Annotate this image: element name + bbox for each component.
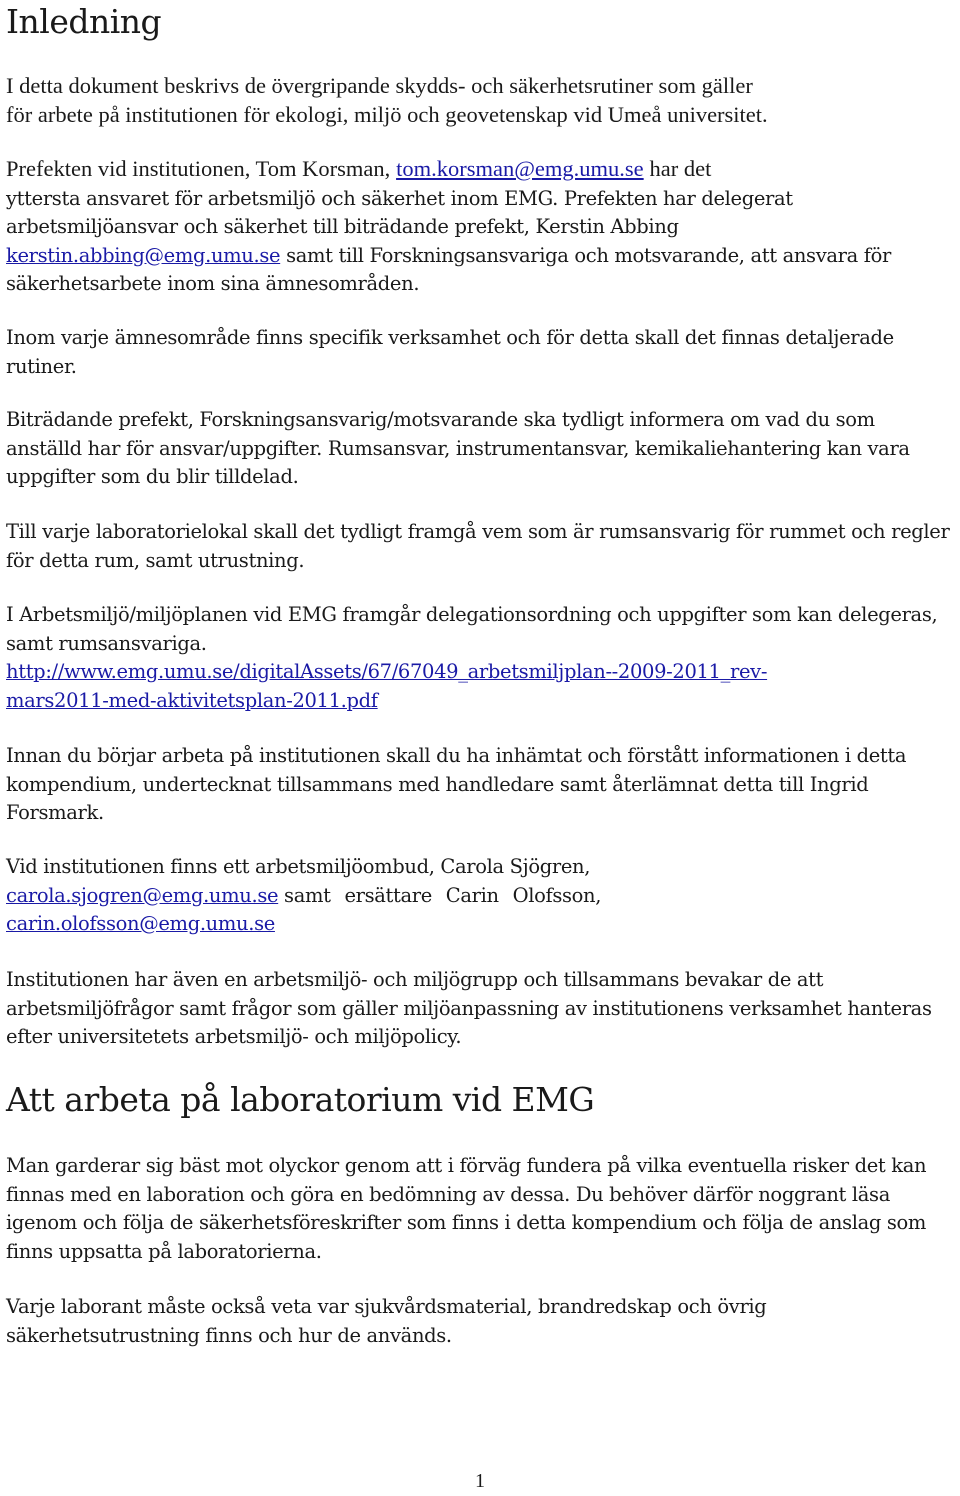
link-arbetsmiljoplan-line1: http://www.emg.umu.se/digitalAssets/67/67049_arbetsmiljplan--2009-2011_rev-	[6, 660, 768, 683]
paragraph-innan-du-borjar: Innan du börjar arbeta på institutionen skall du ha inhämtat och förstått informationen i detta kompendium, undertecknat tillsammans med handledare samt återlämnat detta till Ingrid Forsmark.	[6, 744, 907, 824]
paragraph-arbetsmiljoombud	[6, 853, 956, 939]
heading-att-arbeta-pa-laboratorium: Att arbeta på laboratorium vid EMG	[6, 1080, 595, 1119]
prefekt-text-5: samt till Forskningsansvariga och motsvarande, att ansvara för säkerhetsarbete inom sina ämnesområden.	[6, 243, 891, 295]
heading-inledning: Inledning	[6, 2, 162, 41]
paragraph-sakerhetsutrustning: Varje laborant måste också veta var sjukvårdsmaterial, brandredskap och övrig säkerhetsutrustning finns och hur de används.	[6, 1295, 767, 1347]
page-number: 1	[475, 1470, 485, 1492]
arbetsmiljoplan-text: I Arbetsmiljö/miljöplanen vid EMG framgår delegationsordning och uppgifter som kan delegeras, samt rumsansvariga.	[6, 603, 938, 655]
prefekt-text-2: har det	[649, 156, 712, 181]
prefekt-text-4: Prefekten har delegerat arbetsmiljöansvar och säkerhet till biträdande prefekt, Kerstin Abbing	[6, 186, 793, 238]
email-link-carin-olofsson[interactable]: carin.olofsson@emg.umu.se	[6, 912, 275, 935]
link-arbetsmiljoplan-line2: mars2011-med-aktivitetsplan-2011.pdf	[6, 688, 378, 712]
ombud-text-1: Vid institutionen finns ett arbetsmiljöombud, Carola Sjögren,	[6, 855, 591, 878]
email-link-kerstin-abbing[interactable]: kerstin.abbing@emg.umu.se	[6, 243, 281, 267]
paragraph-bitradande	[6, 406, 956, 492]
prefekt-text-1: Prefekten vid institutionen, Tom Korsman,	[6, 156, 391, 181]
prefekt-text-3: yttersta ansvaret för arbetsmiljö och säkerhet inom EMG.	[6, 186, 558, 210]
bitradande-text-2: Rumsansvar, instrumentansvar, kemikaliehantering kan vara uppgifter som du blir tilldelad.	[6, 436, 910, 488]
paragraph-intro-line1: I detta dokument beskrivs de övergripande skydds- och säkerhetsrutiner som gäller	[6, 73, 753, 98]
paragraph-arbetsmiljoplan	[6, 601, 956, 715]
email-link-carola-sjogren[interactable]: carola.sjogren@emg.umu.se	[6, 883, 279, 907]
paragraph-intro	[6, 72, 956, 129]
paragraph-laboratorielokal: Till varje laboratorielokal skall det tydligt framgå vem som är rumsansvarig för rummet och regler för detta rum, samt utrustning.	[6, 520, 950, 572]
paragraph-miljogrupp: Institutionen har även en arbetsmiljö- och miljögrupp och tillsammans bevakar de att arbetsmiljöfrågor samt frågor som gäller miljöanpassning av institutionens verksamhet hanteras efter universitetets arbetsmiljö- och miljöpolicy.	[6, 968, 932, 1048]
paragraph-olyckor: Man garderar sig bäst mot olyckor genom att i förväg fundera på vilka eventuella risker det kan finnas med en laboration och göra en bedömning av dessa. Du behöver därför noggrant läsa igenom och följa de säkerhetsföreskrifter som finns i detta kompendium och följa de anslag som finns uppsatta på laboratorierna.	[6, 1154, 927, 1263]
paragraph-prefekt	[6, 155, 956, 299]
bitradande-text-1: Biträdande prefekt, Forskningsansvarig/motsvarande ska tydligt informera om vad du som anställd har för ansvar/uppgifter.	[6, 408, 875, 460]
email-link-tom-korsman[interactable]: tom.korsman@emg.umu.se	[396, 156, 644, 181]
paragraph-intro-line2: för arbete på institutionen för ekologi, miljö och geovetenskap vid Umeå universitet.	[6, 101, 768, 127]
paragraph-amnesomrade: Inom varje ämnesområde finns specifik verksamhet och för detta skall det finnas detaljerade rutiner.	[6, 326, 894, 378]
ombud-text-2: samt ersättare Carin Olofsson,	[284, 883, 602, 907]
link-arbetsmiljoplan-pdf[interactable]	[6, 660, 767, 712]
